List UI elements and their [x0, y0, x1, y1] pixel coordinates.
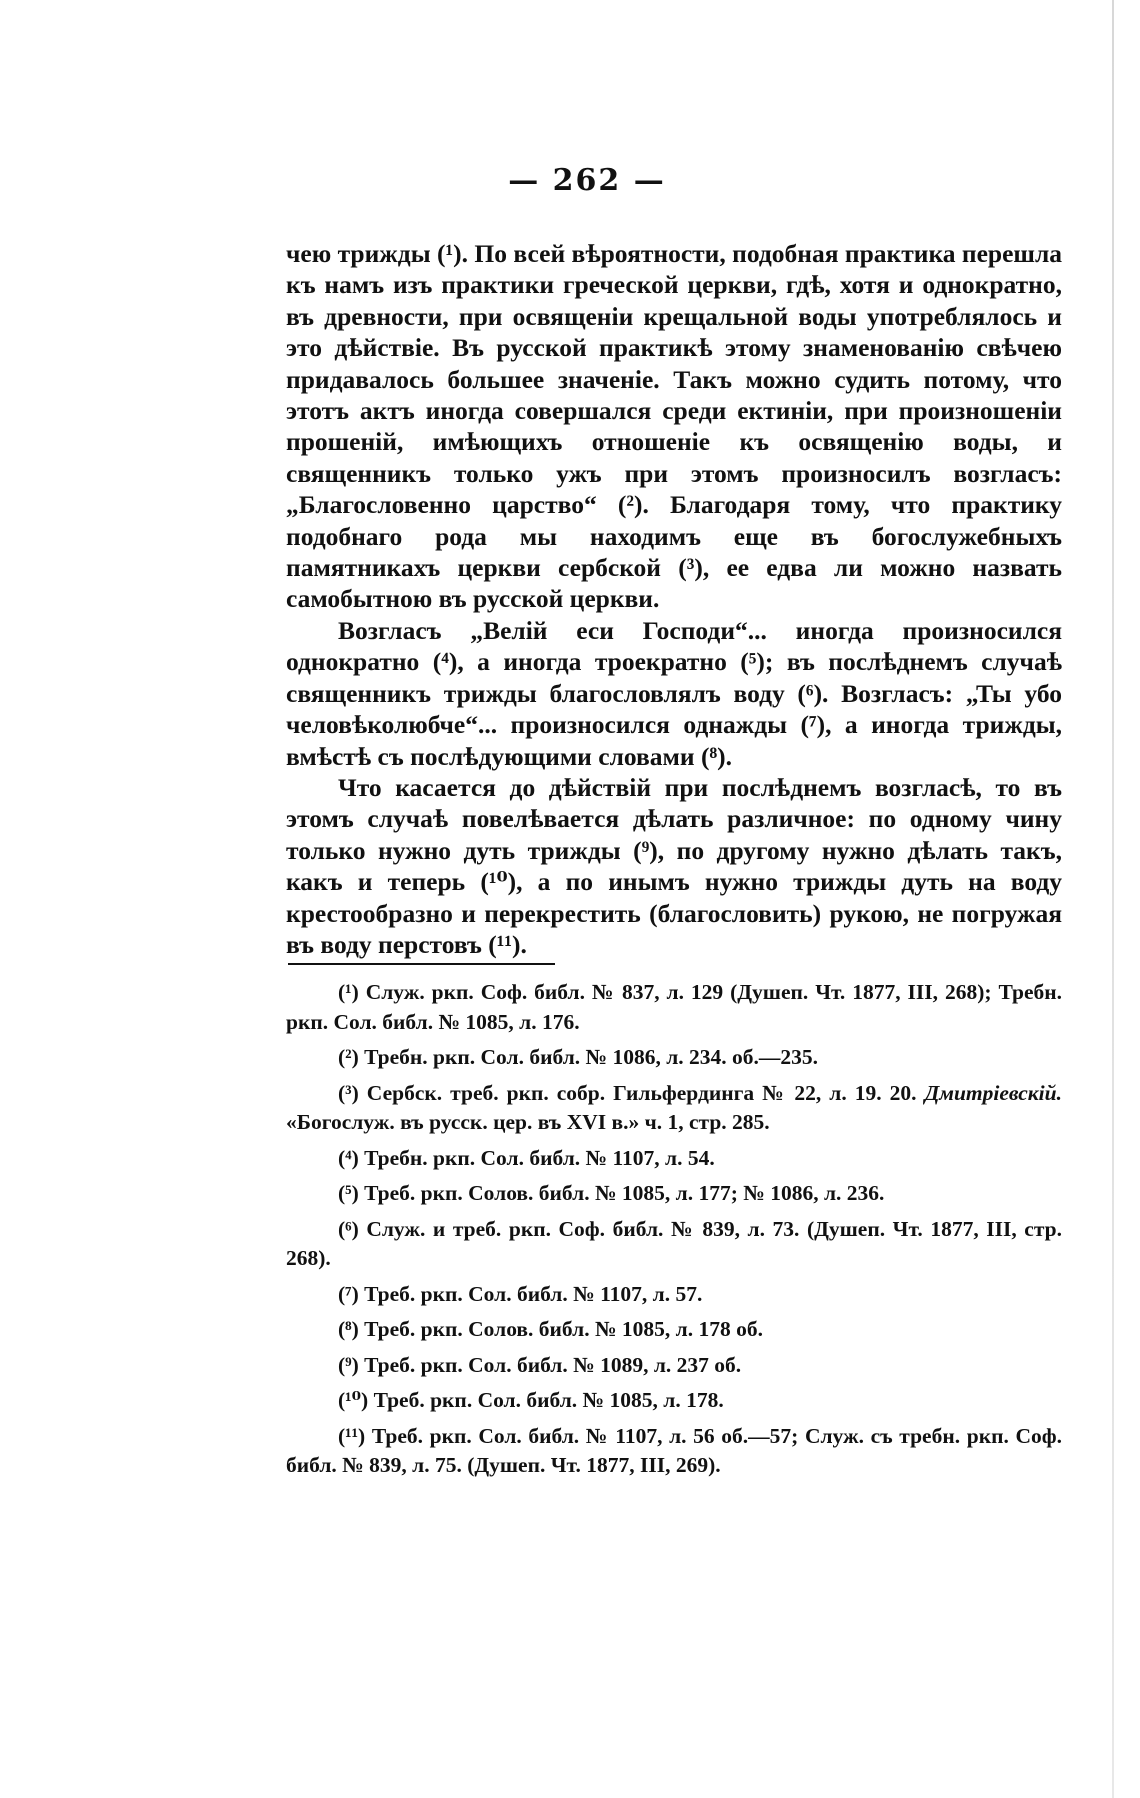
footnote-number: (⁴)	[338, 1145, 359, 1170]
footnote-number: (³)	[338, 1080, 359, 1105]
footnote-number: (⁵)	[338, 1181, 359, 1205]
footnote	[286, 1043, 1062, 1073]
paragraph-continuation: чею трижды (¹). По всей вѣроятности, подобная практика перешла къ намъ изъ практики греческой церкви, гдѣ, хотя и однократно, въ древности, при освященіи крещальной воды употреблялось и это дѣйствіе. Въ русской практикѣ этому знаменованію свѣчею придавалось большее значеніе. Такъ можно судить потому, что этотъ актъ иногда совершался среди ектиніи, при произношеніи прошеній, имѣющихъ отношеніе къ освященію воды, и священникъ только ужъ при этомъ произносилъ возгласъ: „Благословенно царство“ (²). Благодаря тому, что практику подобнаго рода мы находимъ еще въ богослужебныхъ памятникахъ церкви сербской (³), ее едва ли можно назвать самобытною въ русской церкви.	[286, 239, 1062, 614]
footnote-number: (⁶)	[338, 1216, 359, 1241]
footnote	[286, 1386, 1062, 1416]
footnote-number: (¹⁰)	[338, 1388, 369, 1412]
footnote-text: Служ. ркп. Соф. библ. № 837, л. 129 (Душеп. Чт. 1877, III, 268); Требн. ркп. Сол. библ. № 1085, л. 176.	[286, 980, 1062, 1034]
paragraph-vozglas: Возгласъ „Велій еси Господи“... иногда произносился однократно (⁴), а иногда троекратно (⁵); въ послѣднемъ случаѣ священникъ трижды благословлялъ воду (⁶). Возгласъ: „Ты убо человѣколюбче“... произносился однажды (⁷), а иногда трижды, вмѣстѣ съ послѣдующими словами (⁸).	[286, 615, 1062, 771]
footnote-number: (⁸)	[338, 1317, 359, 1341]
footnote-number: (⁹)	[338, 1352, 359, 1377]
footnote	[286, 1144, 1062, 1174]
footnote	[286, 1280, 1062, 1310]
footnote-author: Дмитріевскій.	[924, 1080, 1062, 1105]
body-text	[286, 238, 1062, 960]
footnote-number: (²)	[338, 1045, 359, 1069]
footnote-number: (¹)	[338, 980, 359, 1004]
footnote-number: (⁷)	[338, 1281, 359, 1306]
footnote	[286, 1079, 1062, 1138]
footnote-text: Треб. ркп. Сол. библ. № 1085, л. 178.	[373, 1388, 724, 1412]
page-number: — 262 —	[508, 163, 666, 198]
footnote	[286, 978, 1062, 1037]
footnote-text: Требн. ркп. Сол. библ. № 1107, л. 54.	[364, 1145, 715, 1170]
footnote-text: Треб. ркп. Солов. библ. № 1085, л. 177; № 1086, л. 236.	[364, 1181, 885, 1205]
footnote-text: Треб. ркп. Сол. библ. № 1107, л. 56 об.—57; Служ. съ требн. ркп. Соф. библ. № 839, л. 75. (Душеп. Чт. 1877, III, 269).	[286, 1423, 1062, 1477]
footnote-divider	[288, 963, 555, 965]
footnote-text: Служ. и треб. ркп. Соф. библ. № 839, л. 73. (Душеп. Чт. 1877, III, стр. 268).	[286, 1216, 1062, 1270]
footnote-number: (¹¹)	[338, 1423, 366, 1448]
footnote	[286, 1179, 1062, 1209]
footnote	[286, 1422, 1062, 1481]
footnote-text-continued: «Богослуж. въ русск. цер. въ XVI в.» ч. 1, стр. 285.	[286, 1110, 770, 1134]
footnote-text: Требн. ркп. Сол. библ. № 1086, л. 234. об.—235.	[364, 1045, 819, 1069]
footnote	[286, 1215, 1062, 1274]
page-edge-shadow	[1112, 0, 1114, 1798]
footnote-text: Сербск. треб. ркп. собр. Гильфердинга № 22, л. 19. 20.	[366, 1080, 925, 1105]
footnote-text: Треб. ркп. Сол. библ. № 1107, л. 57.	[364, 1281, 703, 1306]
footnotes	[286, 978, 1062, 1487]
footnote-text: Треб. ркп. Солов. библ. № 1085, л. 178 об.	[364, 1317, 763, 1341]
paragraph-deistviya: Что касается до дѣйствій при послѣднемъ возгласѣ, то въ этомъ случаѣ повелѣвается дѣлать различное: по одному чину только нужно дуть трижды (⁹), по другому нужно дѣлать такъ, какъ и теперь (¹⁰), а по инымъ нужно трижды дуть на воду крестообразно и перекрестить (благословить) рукою, не погружая въ воду перстовъ (¹¹).	[286, 772, 1062, 959]
footnote	[286, 1351, 1062, 1381]
footnote-text: Треб. ркп. Сол. библ. № 1089, л. 237 об.	[364, 1352, 742, 1377]
footnote	[286, 1315, 1062, 1345]
